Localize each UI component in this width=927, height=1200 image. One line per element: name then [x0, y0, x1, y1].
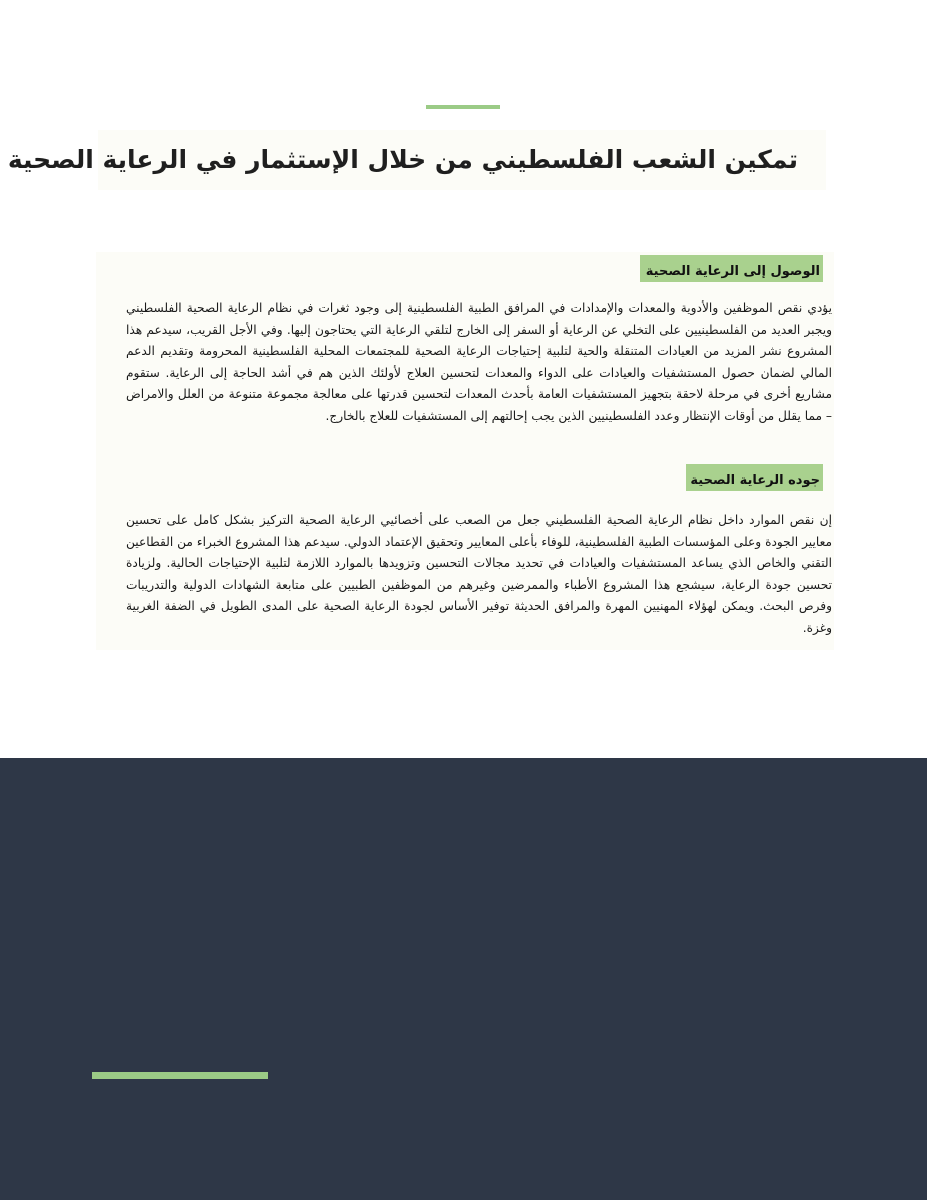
section-paragraph-access: يؤدي نقص الموظفين والأدوية والمعدات والإمدادات في المرافق الطبية الفلسطينية إلى وجود ثغرات في نظام الرعاية الصحية الفلسطيني ويجبر العديد من الفلسطينيين على التخلي عن الرعاية أو السفر إلى الخارج لتلقي الرعاية التي يحتاجون إليها. وفي الأجل القريب، سيدعم هذا المشروع نشر المزيد من العيادات المتنقلة والحية لتلبية إحتياجات الرعاية الصحية للمجتمعات المحلية الفلسطينية المحرومة وتقديم الدعم المالي لضمان حصول المستشفيات والعيادات على الدواء والمعدات لتحسين العلاج لأولئك الذين هم في أشد الحاجة إلى الرعاية. ستقوم مشاريع أخرى في مرحلة لاحقة بتجهيز المستشفيات العامة بأحدث المعدات لتحسين قدرتها على معالجة مجموعة متنوعة من العلل والامراض – مما يقلل من أوقات الإنتظار وعدد الفلسطينيين الذين يجب إحالتهم إلى المستشفيات للعلاج بالخارج.	[126, 301, 832, 423]
section-heading-quality: جوده الرعاية الصحية	[690, 473, 820, 488]
section-paragraph-quality: إن نقص الموارد داخل نظام الرعاية الصحية الفلسطيني جعل من الصعب على أخصائيي الرعاية الصحية التركيز بشكل كامل على تحسين معايير الجودة وعلى المؤسسات الطبية الفلسطينية، للوفاء بأعلى المعايير وتحقيق الإعتماد الدولي. سيدعم هذا المشروع الخبراء من القطاعين التقني والخاص الذي يساعد المستشفيات والعيادات في تحديد مجالات التحسين وتزويدها بالموارد اللازمة لتلبية الإحتياجات الحالية. ولزيادة تحسين جودة الرعاية، سيشجع هذا المشروع الأطباء والممرضين وغيرهم من الموظفين الطبيين على متابعة الشهادات الدولية والتدريبات وفرص البحث. ويمكن لهؤلاء المهنيين المهرة والمرافق الحديثة توفير الأساس لجودة الرعاية الصحية على المدى الطويل في الضفة الغربية وغزة.	[126, 513, 832, 635]
page-title: تمكين الشعب الفلسطيني من خلال الإستثمار في الرعاية الصحية	[7, 145, 798, 174]
bottom-accent-bar	[92, 1072, 268, 1079]
section-heading-access: الوصول إلى الرعاية الصحية	[645, 264, 820, 279]
footer-panel	[0, 758, 927, 1200]
top-accent-bar	[426, 105, 500, 109]
